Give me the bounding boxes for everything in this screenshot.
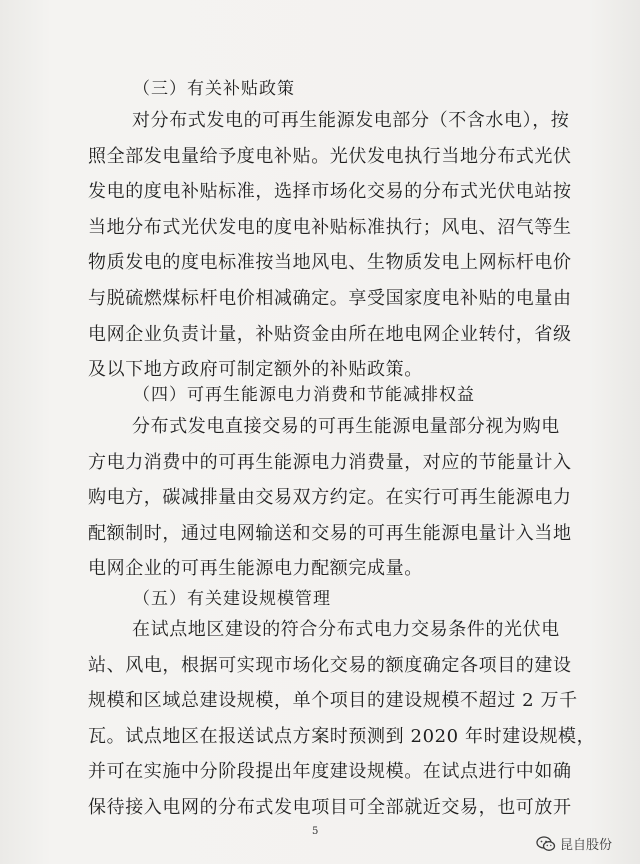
text-line: 及以下地方政府可制定额外的补贴政策。 xyxy=(88,359,423,381)
text-line: 分布式发电直接交易的可再生能源电量部分视为购电 xyxy=(132,416,560,437)
watermark xyxy=(536,834,612,853)
wechat-icon xyxy=(536,836,556,852)
text-line: 瓦。试点地区在报送试点方案时预测到 2020 年时建设规模， xyxy=(88,725,596,747)
text-line: 方电力消费中的可再生能源电力消费量，对应的节能量计入 xyxy=(88,451,572,473)
text-line: 保待接入电网的分布式发电项目可全部就近交易，也可放开 xyxy=(88,796,572,818)
watermark-text: 昆自股份 xyxy=(560,838,613,853)
paragraph-scale-management xyxy=(88,612,596,826)
text-line: 配额制时，通过电网输送和交易的可再生能源电量计入当地 xyxy=(88,522,572,544)
text-line: 照全部发电量给予度电补贴。光伏发电执行当地分布式光伏 xyxy=(88,145,572,167)
text-line: 电网企业的可再生能源电力配额完成量。 xyxy=(88,558,423,580)
text-line: 规模和区域总建设规模，单个项目的建设规模不超过 2 万千 xyxy=(88,690,578,712)
text-line: 对分布式发电的可再生能源发电部分（不含水电），按 xyxy=(132,110,570,131)
text-line: 并可在实施中分阶段提出年度建设规模。在试点进行中如确 xyxy=(88,761,572,783)
text-line: 电网企业负责计量，补贴资金由所在地电网企业转付，省级 xyxy=(88,323,572,345)
text-line: 购电方，碳减排量由交易双方约定。在实行可再生能源电力 xyxy=(88,487,572,509)
text-line: 站、风电，根据可实现市场化交易的额度确定各项目的建设 xyxy=(88,654,572,676)
section-heading-subsidy: （三）有关补贴政策 xyxy=(133,79,295,99)
paragraph-consumption-rights xyxy=(88,409,572,587)
paragraph-subsidy xyxy=(88,103,572,388)
text-line: 发电的度电补贴标准，选择市场化交易的分布式光伏电站按 xyxy=(88,181,572,203)
text-line: 当地分布式光伏发电的度电补贴标准执行；风电、沼气等生 xyxy=(88,216,572,238)
text-line: 在试点地区建设的符合分布式电力交易条件的光伏电 xyxy=(132,619,560,640)
text-line: 与脱硫燃煤标杆电价相减确定。享受国家度电补贴的电量由 xyxy=(88,287,572,309)
section-heading-scale-management: （五）有关建设规模管理 xyxy=(133,589,331,609)
page-number: 5 xyxy=(312,826,319,837)
section-heading-consumption-rights: （四）可再生能源电力消费和节能减排权益 xyxy=(133,385,475,405)
text-line: 物质发电的度电标准按当地风电、生物质发电上网标杆电价 xyxy=(88,252,572,274)
